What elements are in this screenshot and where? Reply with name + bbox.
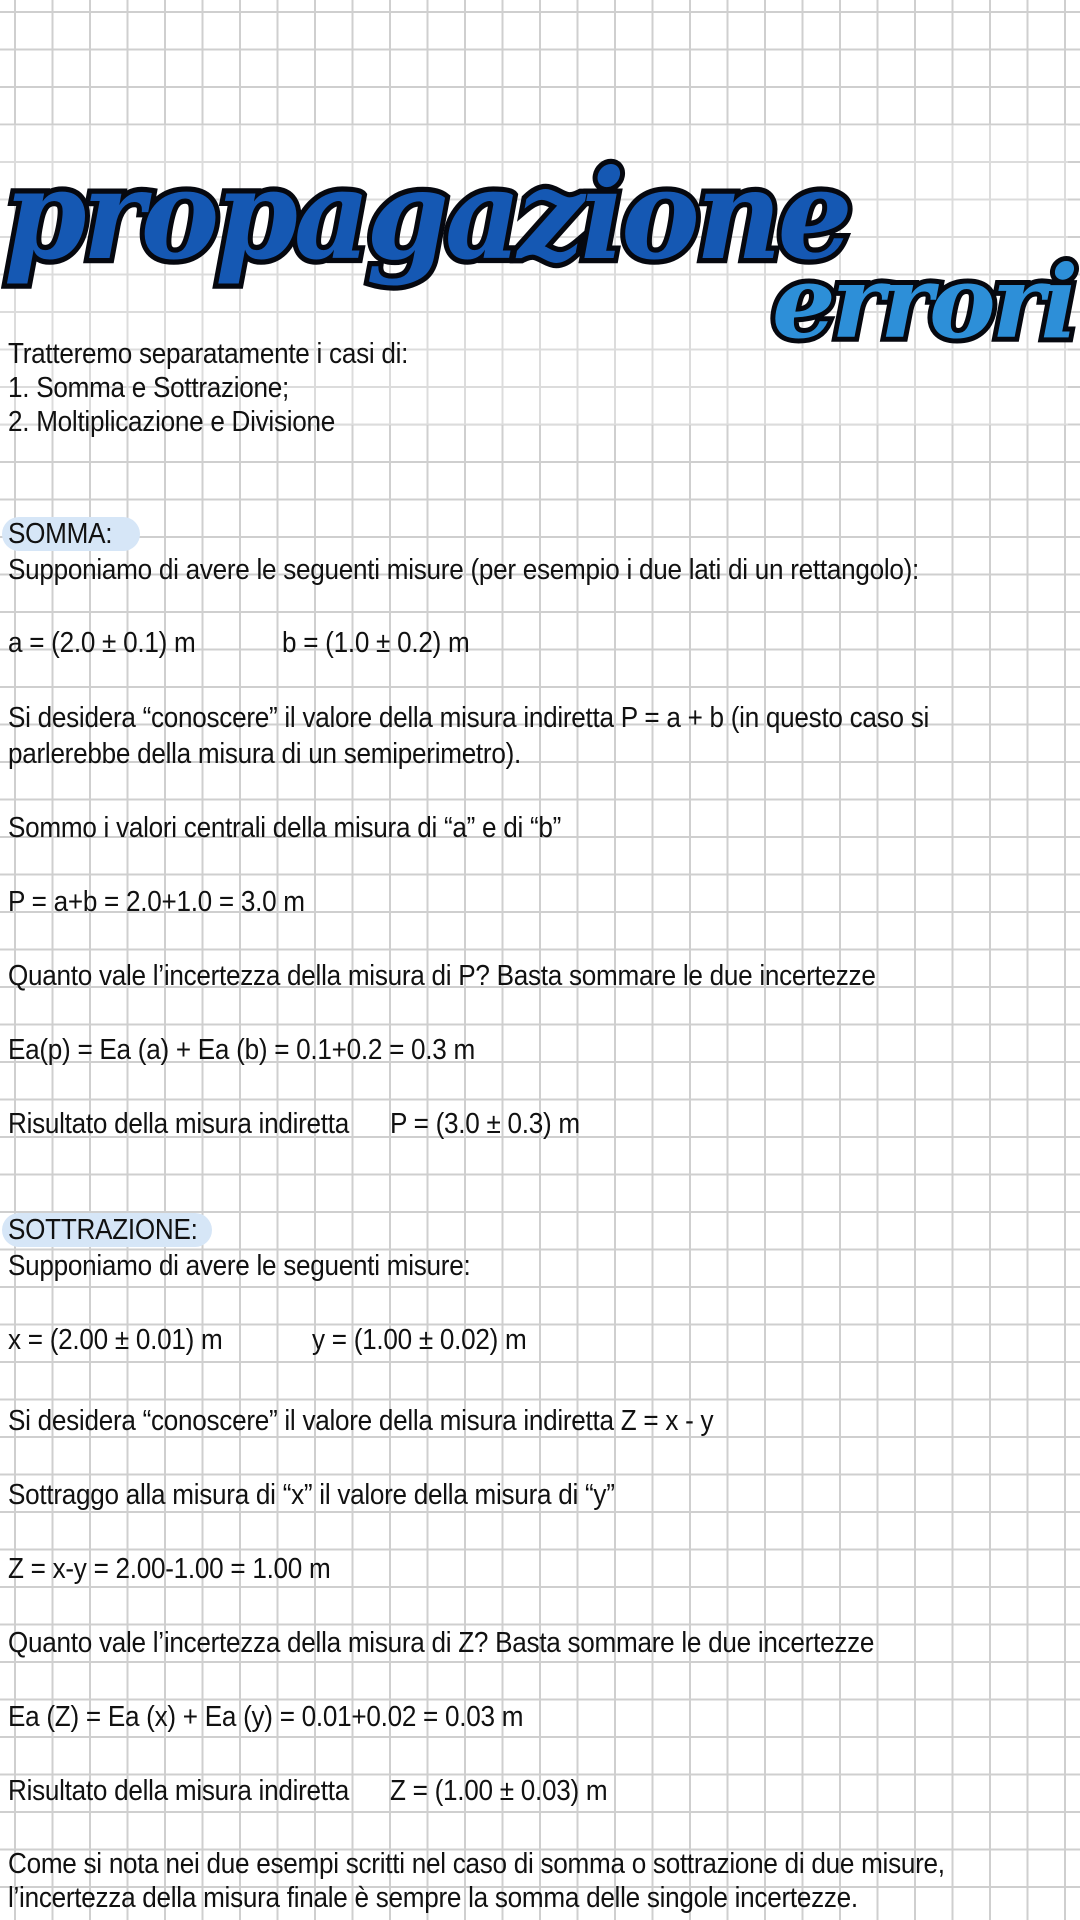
sottrazione-diff-formula: Z = x-y = 2.00-1.00 = 1.00 m [8,1553,331,1585]
somma-sum-formula: P = a+b = 2.0+1.0 = 3.0 m [8,886,305,918]
somma-desire-line2: parlerebbe della misura di un semiperimetro). [8,738,521,770]
somma-desire-line1: Si desidera “conoscere” il valore della misura indiretta P = a + b (in questo caso si [8,702,930,734]
sottrazione-heading: SOTTRAZIONE: [8,1214,198,1246]
measure-x: x = (2.00 ± 0.01) m [8,1324,223,1356]
intro-item-1: 1. Somma e Sottrazione; [8,372,290,404]
somma-error-formula: Ea(p) = Ea (a) + Ea (b) = 0.1+0.2 = 0.3 m [8,1034,475,1066]
intro-item-2: 2. Moltiplicazione e Divisione [8,406,336,438]
sottrazione-desire: Si desidera “conoscere” il valore della misura indiretta Z = x - y [8,1405,714,1437]
somma-result-label: Risultato della misura indiretta [8,1108,349,1140]
title-propagazione: propagazione [4,141,849,288]
somma-intro: Supponiamo di avere le seguenti misure (per esempio i due lati di un rettangolo): [8,554,920,586]
conclusion-line2: l’incertezza della misura finale è sempre la somma delle singole incertezze. [8,1882,858,1914]
somma-sum-text: Sommo i valori centrali della misura di “a” e di “b” [8,812,562,844]
somma-question: Quanto vale l’incertezza della misura di P? Basta sommare le due incertezze [8,960,876,992]
sottrazione-result-label: Risultato della misura indiretta [8,1775,349,1807]
measure-b: b = (1.0 ± 0.2) m [282,627,470,659]
sottrazione-question: Quanto vale l’incertezza della misura di Z? Basta sommare le due incertezze [8,1627,875,1659]
somma-heading: SOMMA: [8,518,113,550]
measure-y: y = (1.00 ± 0.02) m [312,1324,527,1356]
measure-a: a = (2.0 ± 0.1) m [8,627,196,659]
sottrazione-result-value: Z = (1.00 ± 0.03) m [390,1775,608,1807]
sottrazione-diff-text: Sottraggo alla misura di “x” il valore della misura di “y” [8,1479,615,1511]
sottrazione-error-formula: Ea (Z) = Ea (x) + Ea (y) = 0.01+0.02 = 0.03 m [8,1701,524,1733]
conclusion-line1: Come si nota nei due esempi scritti nel caso di somma o sottrazione di due misure, [8,1848,945,1880]
sottrazione-intro: Supponiamo di avere le seguenti misure: [8,1250,471,1282]
intro-lead: Tratteremo separatamente i casi di: [8,338,409,370]
title-errori: errori [772,243,1075,361]
somma-result-value: P = (3.0 ± 0.3) m [390,1108,580,1140]
